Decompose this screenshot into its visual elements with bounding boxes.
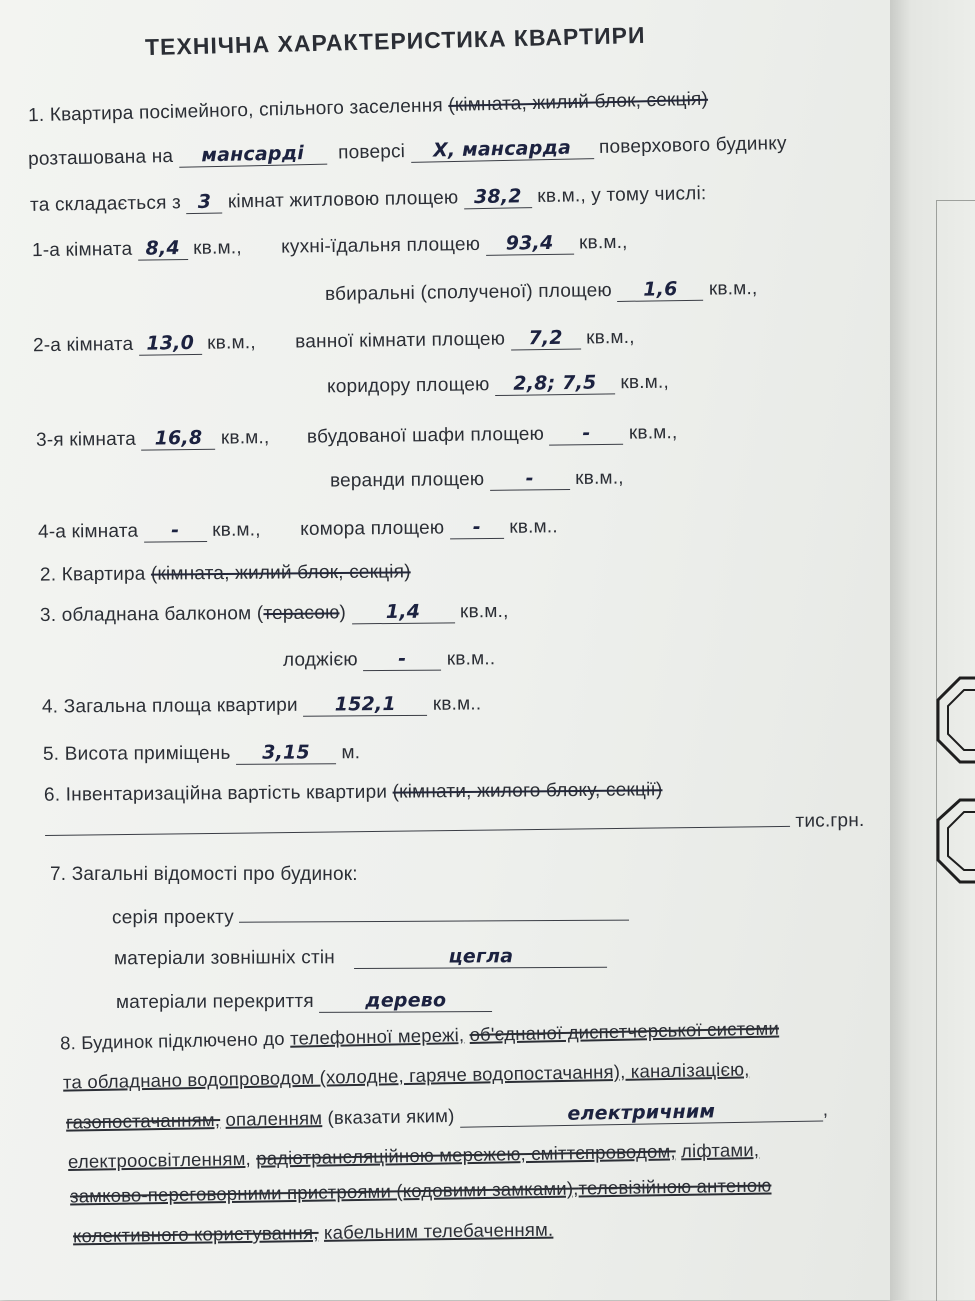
s8-electricity: електроосвітленням, bbox=[67, 1147, 252, 1173]
section-3-struck: терасою bbox=[263, 602, 340, 625]
corridor-value: 2,8; 7,5 bbox=[495, 371, 615, 396]
toilet-value: 1,6 bbox=[617, 278, 703, 302]
located-on-label: розташована на bbox=[27, 145, 174, 170]
section-8-line-1 bbox=[60, 1017, 779, 1054]
s8-gas-struck: газопостачанням, bbox=[65, 1108, 221, 1133]
room2-value: 13,0 bbox=[139, 332, 202, 356]
room1-value: 8,4 bbox=[138, 237, 188, 261]
building-suffix: поверхового будинку bbox=[598, 133, 787, 158]
room4-value: - bbox=[144, 519, 207, 543]
room3-unit: кв.м., bbox=[220, 427, 270, 449]
veranda-unit: кв.м., bbox=[575, 467, 624, 489]
inventory-value-blank bbox=[45, 808, 790, 836]
room2-label: 2-а кімната bbox=[32, 333, 134, 357]
units-including: кв.м., у тому числі: bbox=[537, 183, 707, 208]
veranda-label: веранди площею bbox=[329, 468, 485, 492]
section-2-line bbox=[40, 561, 411, 586]
ceiling-label: матеріали перекриття bbox=[115, 990, 314, 1013]
living-area-value: 38,2 bbox=[464, 185, 532, 209]
s8-antenna-struck: телевізійною антеною bbox=[578, 1174, 772, 1199]
corridor-line bbox=[327, 371, 669, 399]
bath-unit: кв.м., bbox=[585, 326, 635, 349]
s8-water: та обладнано водопроводом (холодне, гаряче водопостачання), каналізацією, bbox=[62, 1058, 750, 1093]
s8-phone-network: телефонної мережі, bbox=[289, 1024, 465, 1049]
room3-value: 16,8 bbox=[141, 427, 215, 451]
section-3-label-end: ) bbox=[339, 602, 347, 624]
section-7-line bbox=[50, 864, 358, 886]
height-unit: м. bbox=[341, 742, 361, 764]
series-blank bbox=[239, 902, 629, 923]
veranda-line bbox=[330, 466, 624, 492]
room4-line bbox=[38, 515, 558, 543]
section-2-struck: (кімната, жилий блок, секція) bbox=[150, 561, 411, 585]
living-area-label: кімнат житловою площею bbox=[227, 187, 459, 213]
balcony-value: 1,4 bbox=[351, 600, 454, 624]
ceiling-value: дерево bbox=[319, 989, 492, 1013]
storage-value: - bbox=[450, 516, 504, 540]
bath-label: ванної кімнати площею bbox=[295, 328, 506, 353]
kitchen-unit: кв.м., bbox=[578, 231, 628, 254]
veranda-value: - bbox=[490, 467, 570, 491]
s8-radio-struck: радіотрансляційною мережею, сміттєпроводом, bbox=[256, 1140, 676, 1169]
room1-unit: кв.м., bbox=[193, 237, 242, 259]
page-title: ТЕХНІЧНА ХАРАКТЕРИСТИКА КВАРТИРИ bbox=[144, 21, 646, 61]
storage-unit: кв.м.. bbox=[509, 516, 558, 538]
room3-label: 3-я кімната bbox=[35, 428, 137, 451]
storeys-value: X, мансарда bbox=[410, 136, 593, 163]
wardrobe-label: вбудованої шафи площею bbox=[306, 423, 545, 448]
walls-line bbox=[114, 945, 608, 971]
loggia-value: - bbox=[363, 648, 441, 672]
bath-value: 7,2 bbox=[510, 327, 580, 351]
s8-lifts: ліфтами, bbox=[680, 1138, 760, 1162]
room1-label: 1-а кімната bbox=[31, 238, 133, 262]
section-3-label-start: 3. обладнана балконом ( bbox=[39, 603, 264, 627]
section-8-line-2 bbox=[63, 1058, 750, 1093]
section-8-line-5 bbox=[70, 1174, 772, 1207]
room4-unit: кв.м., bbox=[212, 519, 261, 541]
floor-word: поверсі bbox=[337, 141, 406, 164]
section-1-struck: (кімната, жилий блок, секція) bbox=[448, 88, 709, 117]
room3-line bbox=[36, 421, 678, 452]
s8-dispatch-struck: об'єднаної диспетчерської системи bbox=[469, 1017, 780, 1045]
s8-specify: (вказати яким) bbox=[327, 1104, 455, 1129]
storage-label: комора площею bbox=[300, 517, 445, 540]
balcony-unit: кв.м., bbox=[459, 600, 509, 623]
kitchen-label: кухні-їдальня площею bbox=[281, 233, 481, 258]
section-8-line-3 bbox=[66, 1098, 828, 1134]
room2-unit: кв.м., bbox=[207, 332, 256, 354]
room2-line bbox=[33, 326, 635, 357]
walls-value: цегла bbox=[354, 945, 607, 969]
floor-value: мансарді bbox=[178, 142, 326, 168]
room1-line bbox=[32, 231, 628, 262]
corridor-unit: кв.м., bbox=[620, 371, 670, 394]
section-4-line bbox=[42, 692, 481, 718]
series-label: серія проекту bbox=[111, 906, 235, 929]
total-area-unit: кв.м.. bbox=[432, 693, 482, 715]
s8-cable-tv: кабельним телебаченням. bbox=[323, 1218, 554, 1243]
ceiling-line bbox=[116, 989, 492, 1014]
walls-label: матеріали зовнішніх стін bbox=[113, 947, 335, 970]
toilet-label: вбиральні (сполученої) площею bbox=[324, 280, 613, 306]
inventory-value-label: 6. Інвентаризаційна вартість квартири bbox=[43, 781, 388, 806]
section-8-line-6 bbox=[73, 1219, 554, 1248]
corridor-label: коридору площею bbox=[326, 374, 490, 398]
room4-label: 4-а кімната bbox=[37, 520, 139, 543]
section-3-line bbox=[40, 600, 509, 627]
toilet-unit: кв.м., bbox=[708, 277, 758, 300]
toilet-line bbox=[325, 277, 758, 306]
s8-l3-end: , bbox=[822, 1098, 829, 1120]
consists-label: та складається з bbox=[29, 192, 182, 216]
total-area-label: 4. Загальна площа квартири bbox=[41, 694, 298, 718]
height-value: 3,15 bbox=[236, 741, 336, 765]
wardrobe-unit: кв.м., bbox=[628, 422, 678, 444]
rooms-count: 3 bbox=[186, 191, 222, 215]
section-1-line-1 bbox=[28, 89, 708, 128]
section-5-line bbox=[43, 741, 360, 766]
s8-collective-struck: колективного користування, bbox=[72, 1221, 319, 1247]
section-8-line-4 bbox=[68, 1139, 759, 1173]
s8-intercom-struck: замково-переговорними пристроями (кодовими замками), bbox=[69, 1177, 579, 1207]
inventory-value-unit: тис.грн. bbox=[795, 809, 865, 832]
wardrobe-value: - bbox=[549, 422, 623, 446]
section-1-line-2 bbox=[28, 132, 787, 171]
series-line bbox=[112, 902, 630, 930]
building-info-label: 7. Загальні відомості про будинок: bbox=[50, 864, 358, 885]
adjacent-page bbox=[890, 0, 975, 1300]
section-1-prefix: 1. Квартира посімейного, спільного заселення bbox=[27, 95, 444, 127]
s8-heating-label: опаленням bbox=[225, 1107, 323, 1130]
s8-l1-a: 8. Будинок підключено до bbox=[59, 1027, 285, 1054]
inventory-value-line bbox=[45, 807, 865, 842]
inventory-value-struck: (кімнати, жилого блоку, секції) bbox=[392, 779, 663, 803]
section-2-label: 2. Квартира bbox=[39, 563, 146, 586]
kitchen-value: 93,4 bbox=[485, 232, 573, 256]
loggia-unit: кв.м.. bbox=[446, 648, 496, 670]
heating-value: електричним bbox=[460, 1098, 823, 1127]
total-area-value: 152,1 bbox=[303, 693, 427, 717]
section-1-line-3 bbox=[30, 182, 707, 217]
section-6-line bbox=[44, 779, 663, 806]
loggia-label: лоджією bbox=[282, 649, 358, 671]
height-label: 5. Висота приміщень bbox=[42, 742, 231, 765]
loggia-line bbox=[283, 647, 495, 671]
floor-plan-fragment bbox=[890, 670, 975, 900]
